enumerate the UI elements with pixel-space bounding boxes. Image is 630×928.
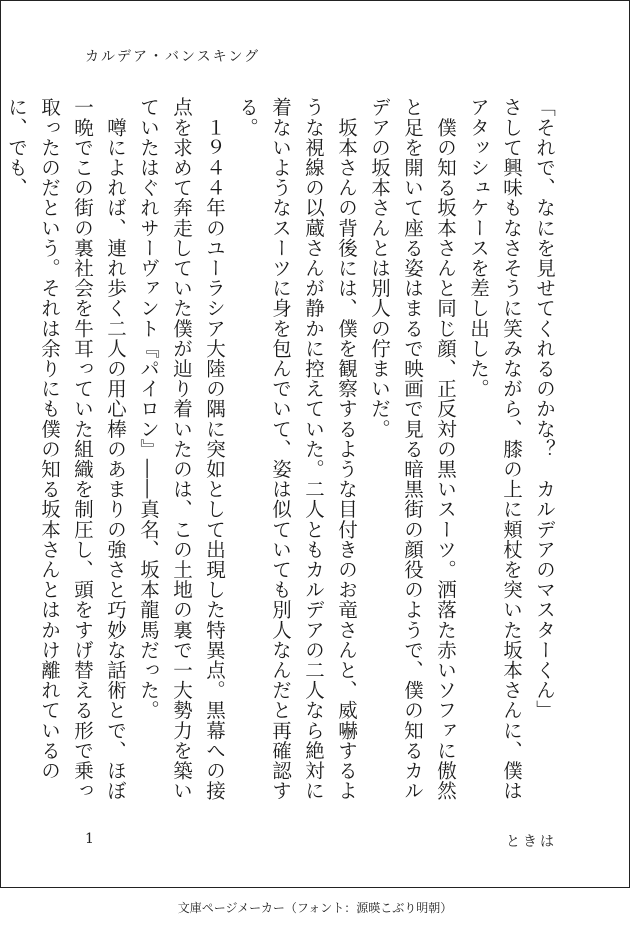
running-title: カルデア・バンスキング (85, 49, 261, 65)
page-number: 1 (85, 831, 94, 847)
paragraph: 「それで、なにを見せてくれるのかな？ カルデアのマスターくん」 (533, 97, 556, 721)
paragraph: １９４４年のユーラシア大陸の隅に突如として出現した特異点。黒幕への接点を求めて奔走していた僕が辿り着いたのは、この土地の裏で一大勢力を築いていたはぐれサーヴァント『パイロン』――真名、坂本龍馬だった。 (137, 97, 226, 801)
paragraph: さして興味もなさそうに笑みながら、膝の上に頬杖を突いた坂本さんに、僕はアタッシュケースを差し出した。 (467, 97, 523, 801)
body-text (0, 97, 561, 817)
paragraph: 坂本さんの背後には、僕を観察するような目付きのお竜さんと、威嚇するような視線の以蔵さんが静かに控えていた。二人ともカルデアの二人なら絶対に着ないようなスーツに身を包んでいて、姿は似ていても別人なんだと再確認する。 (236, 97, 358, 801)
author-name: ときは (506, 834, 557, 850)
paragraph: 噂によれば、連れ歩く二人の用心棒のあまりの強さと巧妙な話術とで、ほぼ一晩でこの街の裏社会を牛耳っていた組織を制圧し、頭をすげ替える形で乗っ取ったのだという。それは余りにも僕の知る坂本さんとはかけ離れているのに、でも、 (5, 97, 127, 801)
footer-credit: 文庫ページメーカー（フォント：源暎こぶり明朝） (177, 901, 453, 915)
paragraph: 僕の知る坂本さんと同じ顔、正反対の黒いスーツ。洒落た赤いソファに傲然と足を開いて座る姿はまるで映画で見る暗黒街の顔役のようで、僕の知るカルデアの坂本さんとは別人の佇まいだ。 (368, 97, 457, 801)
